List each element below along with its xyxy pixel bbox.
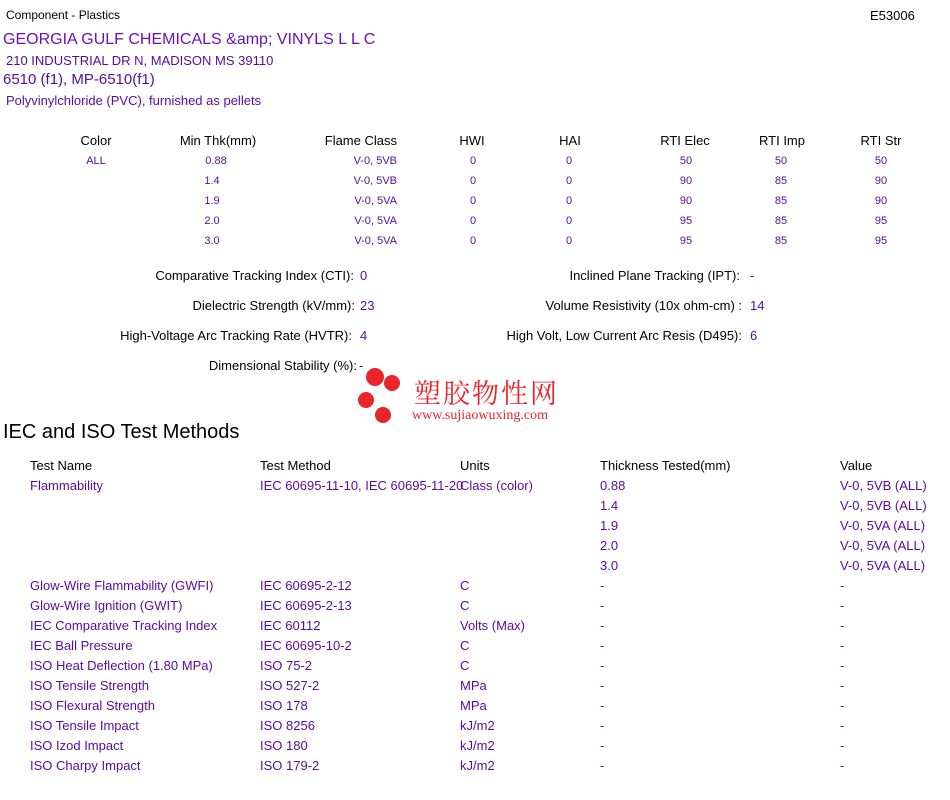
logo-dot [358, 392, 374, 408]
iec-units: kJ/m2 [460, 758, 495, 773]
ratings-cell: 95 [874, 215, 888, 227]
iec-thickness: - [600, 738, 605, 753]
iec-thickness: 2.0 [600, 538, 619, 553]
ratings-header-min-thk: Min Thk(mm) [179, 133, 257, 148]
ratings-cell: 3.0 [204, 235, 220, 247]
iec-thickness: - [600, 578, 605, 593]
hvtr-label: High-Voltage Arc Tracking Rate (HVTR): [120, 328, 352, 343]
ratings-cell: 0 [469, 155, 477, 167]
iec-test-method: ISO 527-2 [260, 678, 320, 693]
iec-test-method: IEC 60695-10-2 [260, 638, 352, 653]
iec-thickness: - [600, 598, 605, 613]
iec-units: Class (color) [460, 478, 533, 493]
ratings-header-hwi: HWI [459, 133, 485, 148]
iec-thickness: - [600, 698, 605, 713]
iec-value: V-0, 5VB (ALL) [840, 498, 927, 513]
ratings-cell: 50 [774, 155, 788, 167]
ratings-header-rti-str: RTI Str [860, 133, 902, 148]
cti-value: 0 [360, 268, 368, 283]
company-name: GEORGIA GULF CHEMICALS &amp; VINYLS L L C [3, 31, 376, 48]
iec-units: kJ/m2 [460, 718, 495, 733]
dimensional-stability-label: Dimensional Stability (%): [208, 358, 357, 373]
ratings-cell: 95 [679, 215, 693, 227]
hvtr-value: 4 [360, 328, 368, 343]
ratings-cell: 1.9 [204, 195, 220, 207]
iec-test-name: ISO Flexural Strength [30, 698, 155, 713]
ratings-cell: 95 [679, 235, 693, 247]
iec-units: C [460, 638, 470, 653]
volume-resistivity-label: Volume Resistivity (10x ohm-cm) : [545, 298, 742, 313]
iec-test-name: ISO Tensile Strength [30, 678, 149, 693]
ratings-cell: 90 [874, 175, 888, 187]
ratings-cell: 50 [679, 155, 693, 167]
iec-value: V-0, 5VA (ALL) [840, 558, 926, 573]
iec-section-title: IEC and ISO Test Methods [3, 421, 240, 443]
ratings-cell: 85 [774, 215, 788, 227]
ratings-cell: 0 [469, 195, 477, 207]
iec-units: C [460, 578, 470, 593]
iec-header-test-method: Test Method [260, 458, 331, 473]
ratings-cell: 0 [469, 235, 477, 247]
iec-value: V-0, 5VA (ALL) [840, 518, 926, 533]
iec-units: Volts (Max) [460, 618, 526, 633]
ratings-cell: 0.88 [205, 155, 227, 167]
ratings-cell: 90 [874, 195, 888, 207]
iec-thickness: 1.4 [600, 498, 619, 513]
ratings-cell: ALL [86, 155, 106, 167]
iec-header-value: Value [840, 458, 873, 473]
iec-value: V-0, 5VA (ALL) [840, 538, 926, 553]
ipt-label: Inclined Plane Tracking (IPT): [569, 268, 740, 283]
iec-value: - [840, 578, 845, 593]
company-address: 210 INDUSTRIAL DR N, MADISON MS 39110 [6, 53, 274, 68]
iec-test-method: IEC 60112 [260, 618, 321, 633]
iec-value: - [840, 618, 845, 633]
ratings-cell: 50 [874, 155, 888, 167]
ratings-cell: 0 [565, 195, 573, 207]
ratings-header-color: Color [80, 133, 112, 148]
iec-thickness: - [600, 618, 605, 633]
cti-label: Comparative Tracking Index (CTI): [155, 268, 354, 283]
logo-dot [366, 368, 384, 386]
ratings-cell: 95 [874, 235, 888, 247]
ratings-cell: 90 [679, 175, 693, 187]
dimensional-stability-value: - [359, 358, 364, 373]
ratings-cell: V-0, 5VB [353, 175, 397, 187]
iec-test-method: ISO 8256 [260, 718, 315, 733]
component-type: Component - Plastics [6, 8, 121, 22]
iec-value: - [840, 698, 845, 713]
iec-value: - [840, 658, 845, 673]
iec-units: C [460, 658, 470, 673]
iec-test-name: ISO Charpy Impact [30, 758, 141, 773]
iec-test-name: Glow-Wire Flammability (GWFI) [30, 578, 214, 593]
iec-thickness: 1.9 [600, 518, 619, 533]
d495-value: 6 [750, 328, 758, 343]
iec-thickness: - [600, 678, 605, 693]
ipt-value: - [750, 268, 755, 283]
iec-value: - [840, 738, 845, 753]
iec-test-method: IEC 60695-2-13 [260, 598, 352, 613]
ratings-cell: 85 [774, 175, 788, 187]
iec-test-name: Flammability [30, 478, 103, 493]
ratings-header-hai: HAI [559, 133, 581, 148]
file-number: E53006 [870, 8, 915, 23]
iec-header-thickness: Thickness Tested(mm) [600, 458, 731, 473]
watermark-url: www.sujiaowuxing.com [412, 408, 548, 423]
iec-value: - [840, 758, 845, 773]
iec-test-name: ISO Tensile Impact [30, 718, 139, 733]
iec-test-method: ISO 178 [260, 698, 308, 713]
logo-dot [375, 407, 391, 423]
watermark-chinese-text: 塑胶物性网 [414, 379, 559, 410]
iec-units: C [460, 598, 470, 613]
iec-test-name: ISO Heat Deflection (1.80 MPa) [30, 658, 213, 673]
iec-units: kJ/m2 [460, 738, 495, 753]
iec-thickness: 0.88 [600, 478, 626, 493]
iec-test-method: ISO 75-2 [260, 658, 313, 673]
iec-thickness: - [600, 758, 605, 773]
ratings-cell: 90 [679, 195, 693, 207]
ratings-cell: 0 [469, 215, 477, 227]
ratings-cell: 85 [774, 235, 788, 247]
dielectric-label: Dielectric Strength (kV/mm): [192, 298, 355, 313]
iec-test-name: IEC Ball Pressure [30, 638, 133, 653]
iec-header-units: Units [460, 458, 490, 473]
ratings-cell: 0 [565, 235, 573, 247]
iec-test-method: IEC 60695-2-12 [260, 578, 352, 593]
iec-value: - [840, 678, 845, 693]
ratings-cell: V-0, 5VA [354, 215, 397, 227]
iec-thickness: - [600, 638, 605, 653]
ratings-cell: V-0, 5VA [354, 235, 397, 247]
d495-label: High Volt, Low Current Arc Resis (D495): [506, 328, 742, 343]
iec-test-name: Glow-Wire Ignition (GWIT) [30, 598, 183, 613]
iec-test-method: IEC 60695-11-10, IEC 60695-11-20 [260, 478, 464, 493]
iec-thickness: 3.0 [600, 558, 619, 573]
ratings-cell: V-0, 5VB [353, 155, 397, 167]
ratings-cell: 0 [469, 175, 477, 187]
iec-thickness: - [600, 658, 605, 673]
ratings-cell: 1.4 [204, 175, 220, 187]
iec-value: - [840, 598, 845, 613]
iec-test-method: ISO 180 [260, 738, 308, 753]
dielectric-value: 23 [360, 298, 375, 313]
ratings-cell: 2.0 [204, 215, 220, 227]
volume-resistivity-value: 14 [750, 298, 765, 313]
iec-value: - [840, 718, 845, 733]
iec-header-test-name: Test Name [30, 458, 93, 473]
iec-units: MPa [460, 678, 487, 693]
iec-thickness: - [600, 718, 605, 733]
iec-test-method: ISO 179-2 [260, 758, 320, 773]
iec-test-name: ISO Izod Impact [30, 738, 124, 753]
ratings-cell: 85 [774, 195, 788, 207]
ratings-header-rti-imp: RTI Imp [759, 133, 805, 148]
watermark-logo [356, 368, 596, 428]
iec-value: - [840, 638, 845, 653]
ratings-cell: V-0, 5VA [354, 195, 397, 207]
logo-dot [384, 375, 400, 391]
ratings-header-rti-elec: RTI Elec [660, 133, 710, 148]
material-description: Polyvinylchloride (PVC), furnished as pellets [6, 93, 262, 108]
ratings-cell: 0 [565, 175, 573, 187]
ratings-header-flame-class: Flame Class [324, 133, 397, 148]
ratings-cell: 0 [565, 155, 573, 167]
ratings-cell: 0 [565, 215, 573, 227]
iec-units: MPa [460, 698, 487, 713]
iec-value: V-0, 5VB (ALL) [840, 478, 927, 493]
iec-test-name: IEC Comparative Tracking Index [30, 618, 218, 633]
grade-name: 6510 (f1), MP-6510(f1) [3, 71, 155, 88]
